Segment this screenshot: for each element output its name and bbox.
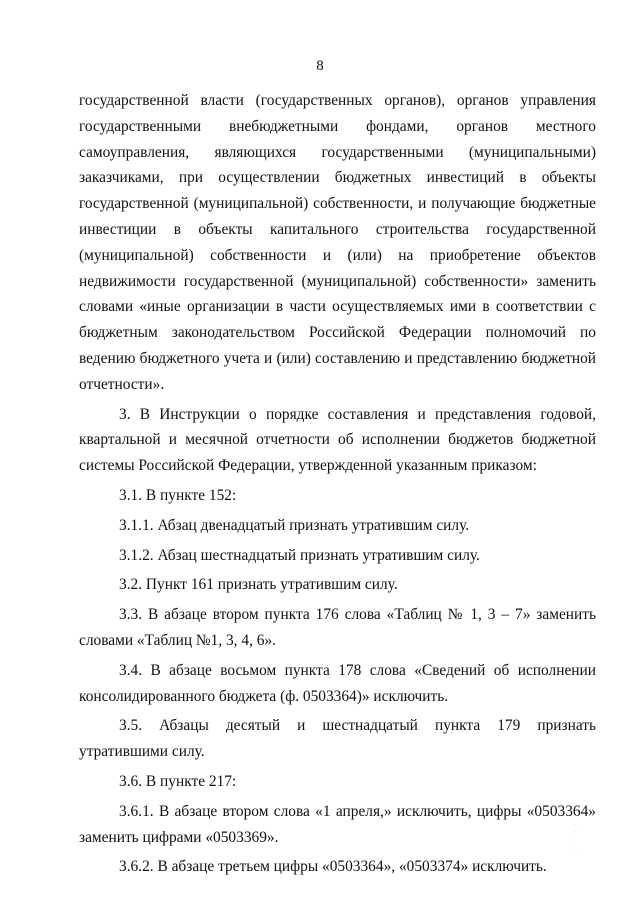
paragraph-item-3-6-1: 3.6.1. В абзаце втором слова «1 апреля,» исключить, цифры «0503364» заменить цифрами «0503369». <box>79 802 596 846</box>
paragraph-item-3-2: 3.2. Пункт 161 признать утратившим силу. <box>119 576 398 594</box>
paragraph-item-3-1-1: 3.1.1. Абзац двенадцатый признать утратившим силу. <box>119 516 470 534</box>
paragraph-item-3-5: 3.5. Абзацы десятый и шестнадцатый пункта 179 признать утратившими силу. <box>79 717 596 761</box>
paragraph-item-3-3: 3.3. В абзаце втором пункта 176 слова «Таблиц № 1, 3 – 7» заменить словами «Таблиц №1, 3, 4, 6». <box>79 606 596 649</box>
paragraph-item-3-4: 3.4. В абзаце восьмом пункта 178 слова «Сведений об исполнении консолидированного бюджета (ф. 0503364)» исключить. <box>79 661 596 705</box>
paragraph-item-3-1-2: 3.1.2. Абзац шестнадцатый признать утратившим силу. <box>119 546 480 564</box>
document-body <box>79 88 596 880</box>
paragraph-item-3: 3. В Инструкции о порядке составления и представления годовой, квартальной и месячной отчетности об исполнении бюджетов бюджетной системы Российской Федерации, утвержденной указанным приказом: <box>79 405 596 475</box>
page-number: 8 <box>316 58 324 74</box>
paragraph-continuation: государственной власти (государственных органов), органов управления государственными внебюджетными фондами, органов местного самоуправления, являющихся государственными (муниципальными) заказчиками, при осуществлении бюджетных инвестиций в объекты государственной (муниципальной) собственности, и получающие бюджетные инвестиции в объекты капитального строительства государственной (муниципальной) собственности и (или) на приобретение объектов недвижимости государственной (муниципальной) собственности» заменить словами «иные организации в части осуществляемых ими в соответствии с бюджетным законодательством Российской Федерации полномочий по ведению бюджетного учета и (или) составлению и представлению бюджетной отчетности». <box>79 92 596 393</box>
paragraph-item-3-6: 3.6. В пункте 217: <box>119 772 237 790</box>
paragraph-item-3-6-2: 3.6.2. В абзаце третьем цифры «0503364», «0503374» исключить. <box>119 858 547 876</box>
paragraph-item-3-1: 3.1. В пункте 152: <box>119 486 237 504</box>
scan-speck-marks <box>572 822 578 852</box>
